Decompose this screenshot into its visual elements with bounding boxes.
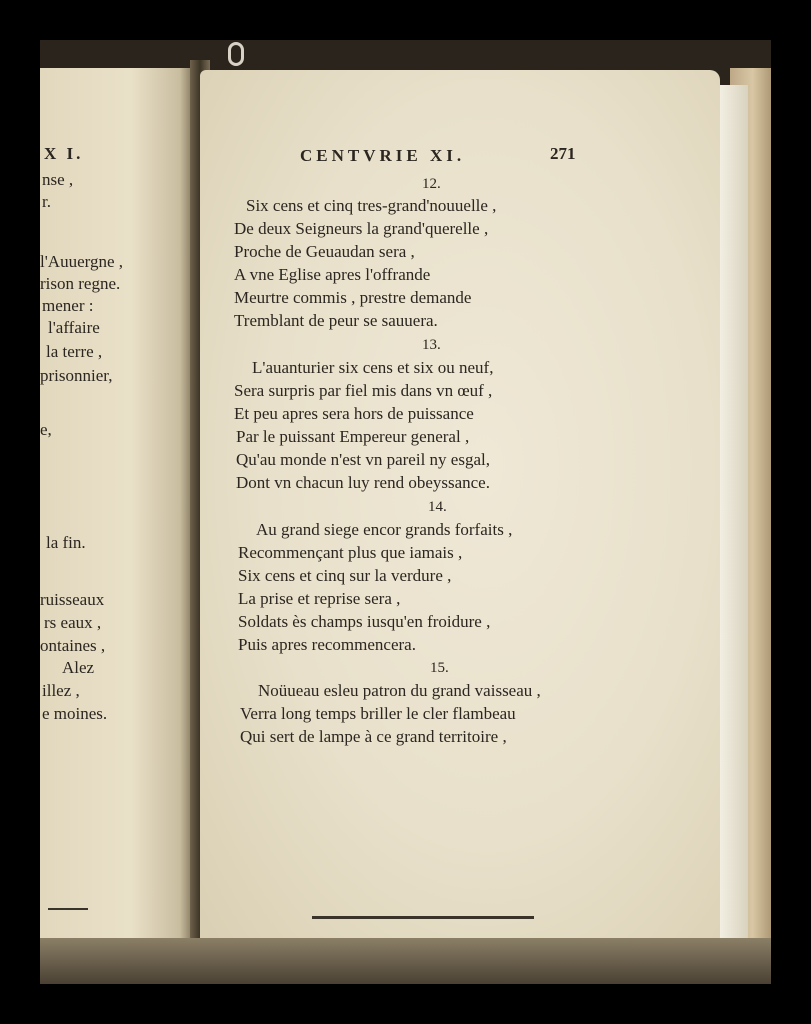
left-page-line: prisonnier, xyxy=(40,366,113,385)
left-page-footer-rule xyxy=(48,908,88,910)
quatrain-number: 13. xyxy=(422,337,441,353)
verse-line: Recommençant plus que iamais , xyxy=(238,543,463,562)
verse-line: Proche de Geuaudan sera , xyxy=(234,242,415,261)
left-page-line: r. xyxy=(42,192,51,211)
verse-line: Puis apres recommencera. xyxy=(238,635,416,654)
verse-line: Au grand siege encor grands forfaits , xyxy=(256,520,513,539)
left-page-line: rs eaux , xyxy=(44,613,102,632)
verse-line: Dont vn chacun luy rend obeyssance. xyxy=(236,473,490,492)
left-page-line: e, xyxy=(40,420,52,439)
left-page-line: rison regne. xyxy=(40,274,121,293)
left-page-line: nse , xyxy=(42,170,74,189)
verse-line: A vne Eglise apres l'offrande xyxy=(234,265,431,284)
left-page-line: e moines. xyxy=(42,704,108,723)
left-page-line: X I. xyxy=(44,144,84,163)
verse-line: Sera surpris par fiel mis dans vn œuf , xyxy=(234,381,493,400)
left-page-line: la terre , xyxy=(46,342,103,361)
book-bottom-edge xyxy=(40,938,771,984)
verse-line: Tremblant de peur se sauuera. xyxy=(234,311,438,330)
left-page-line: illez , xyxy=(42,681,80,700)
verse-line: Par le puissant Empereur general , xyxy=(236,427,470,446)
verse-line: Qu'au monde n'est vn pareil ny esgal, xyxy=(236,450,490,469)
left-page-line: mener : xyxy=(42,296,94,315)
verse-line: La prise et reprise sera , xyxy=(238,589,401,608)
quatrain-number: 14. xyxy=(428,499,447,515)
left-page-line: l'Auuergne , xyxy=(40,252,124,271)
verse-line: Noüueau esleu patron du grand vaisseau , xyxy=(258,681,541,700)
verse-line: Six cens et cinq tres-grand'nouuelle , xyxy=(246,196,497,215)
page-number: 271 xyxy=(550,144,576,163)
verse-line: De deux Seigneurs la grand'querelle , xyxy=(234,219,489,238)
verse-line: Soldats ès champs iusqu'en froidure , xyxy=(238,612,491,631)
verse-line: Verra long temps briller le cler flambeau xyxy=(240,704,516,723)
verse-line: Six cens et cinq sur la verdure , xyxy=(238,566,452,585)
quatrain-number: 15. xyxy=(430,660,449,676)
verse-line: Meurtre commis , prestre demande xyxy=(234,288,472,307)
verse-line: L'auanturier six cens et six ou neuf, xyxy=(252,358,494,377)
left-page xyxy=(40,68,192,938)
left-page-line: ontaines , xyxy=(40,636,106,655)
left-page-line: ruisseaux xyxy=(40,590,105,609)
quatrain-number: 12. xyxy=(422,176,441,192)
left-page-line: l'affaire xyxy=(48,318,100,337)
verse-line: Qui sert de lampe à ce grand territoire , xyxy=(240,727,507,746)
left-page-line: Alez xyxy=(62,658,95,677)
running-head-title: CENTVRIE XI. xyxy=(300,146,466,165)
binding-clip xyxy=(228,42,244,66)
left-page-line: la fin. xyxy=(46,533,86,552)
verse-line: Et peu apres sera hors de puissance xyxy=(234,404,474,423)
book-scan xyxy=(40,40,771,984)
right-page-footer-rule xyxy=(312,916,534,919)
